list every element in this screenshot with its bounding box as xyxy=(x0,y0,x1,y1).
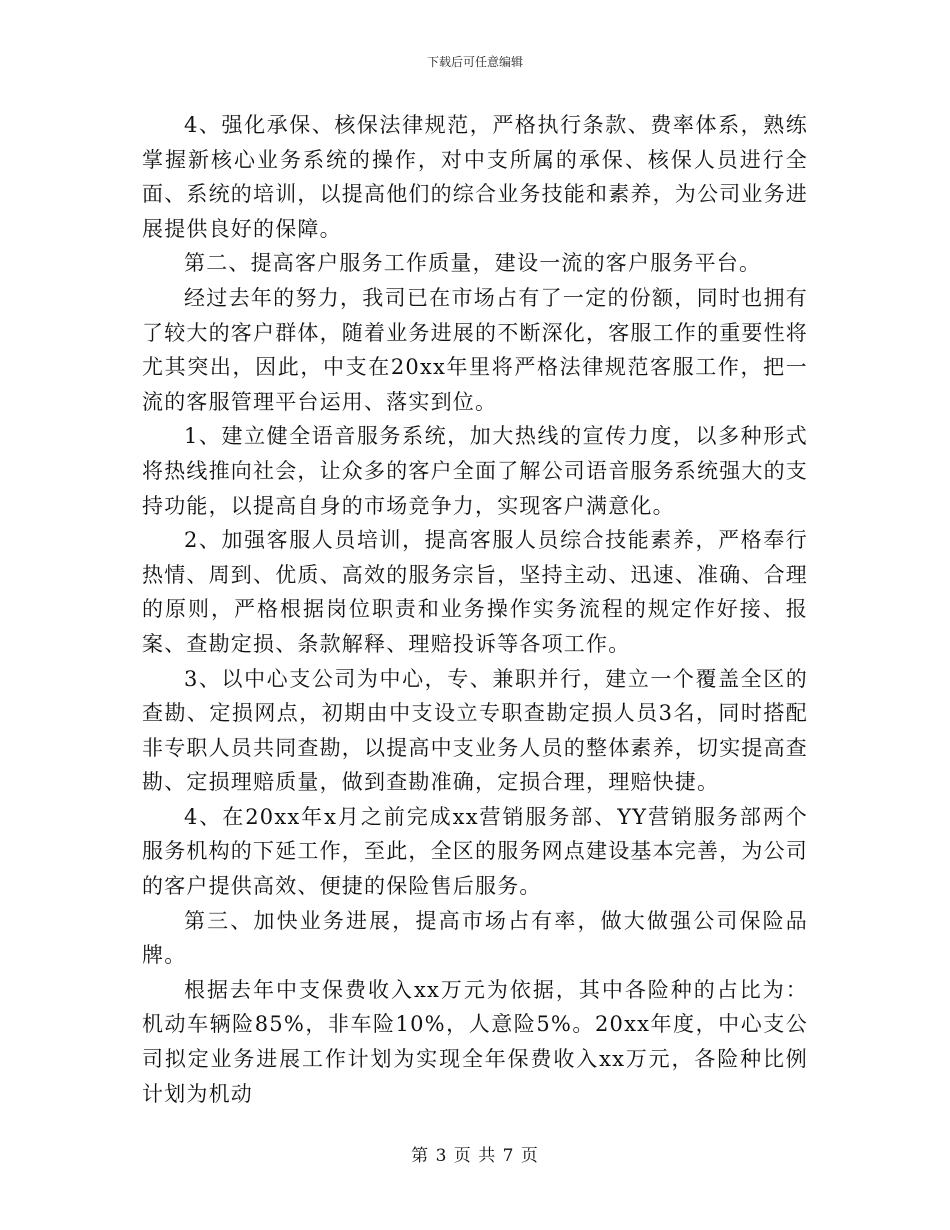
page-number: 第 3 页 共 7 页 xyxy=(411,1146,539,1166)
section-heading-business-growth: 第三、加快业务进展，提高市场占有率，做大做强公司保险品牌。 xyxy=(142,908,808,968)
paragraph-underwriting: 4、强化承保、核保法律规范，严格执行条款、费率体系，熟练掌握新核心业务系统的操作，对中支所属的承保、核保人员进行全面、系统的培训，以提高他们的综合业务技能和素养，为公司业务进展提供良好的保障。 xyxy=(142,113,808,241)
paragraph-survey-network: 3、以中心支公司为中心，专、兼职并行，建立一个覆盖全区的查勘、定损网点，初期由中支设立专职查勘定损人员3名，同时搭配非专职人员共同查勘，以提高中支业务人员的整体素养，切实提高查勘、定损理赔质量，做到查勘准确，定损合理，理赔快捷。 xyxy=(142,666,808,795)
section-heading-customer-service: 第二、提高客户服务工作质量，建设一流的客户服务平台。 xyxy=(184,251,762,276)
document-body xyxy=(142,108,808,1111)
paragraph-staff-training: 2、加强客服人员培训，提高客服人员综合技能素养，严格奉行热情、周到、优质、高效的服务宗旨，坚持主动、迅速、准确、合理的原则，严格根据岗位职责和业务操作实务流程的规定作好接、报案、查勘定损、条款解释、理赔投诉等各项工作。 xyxy=(142,528,808,656)
paragraph-premium-plan: 根据去年中支保费收入xx万元为依据，其中各险种的占比为：机动车辆险85%，非车险10%，人意险5%。20xx年度，中心支公司拟定业务进展工作计划为实现全年保费收入xx万元，各险种比例计划为机动 xyxy=(142,977,808,1106)
paragraph-customer-service-intro: 经过去年的努力，我司已在市场占有了一定的份额，同时也拥有了较大的客户群体，随着业务进展的不断深化，客服工作的重要性将尤其突出，因此，中支在20xx年里将严格法律规范客服工作，把一流的客服管理平台运用、落实到位。 xyxy=(142,285,808,414)
paragraph-service-outlets: 4、在20xx年x月之前完成xx营销服务部、YY营销服务部两个服务机构的下延工作，至此，全区的服务网点建设基本完善，为公司的客户提供高效、便捷的保险售后服务。 xyxy=(142,804,808,899)
paragraph-voice-service: 1、建立健全语音服务系统，加大热线的宣传力度，以多种形式将热线推向社会，让众多的客户全面了解公司语音服务系统强大的支持功能，以提高自身的市场竞争力，实现客户满意化。 xyxy=(142,424,808,518)
page-header: 下载后可任意编辑 xyxy=(426,55,523,69)
